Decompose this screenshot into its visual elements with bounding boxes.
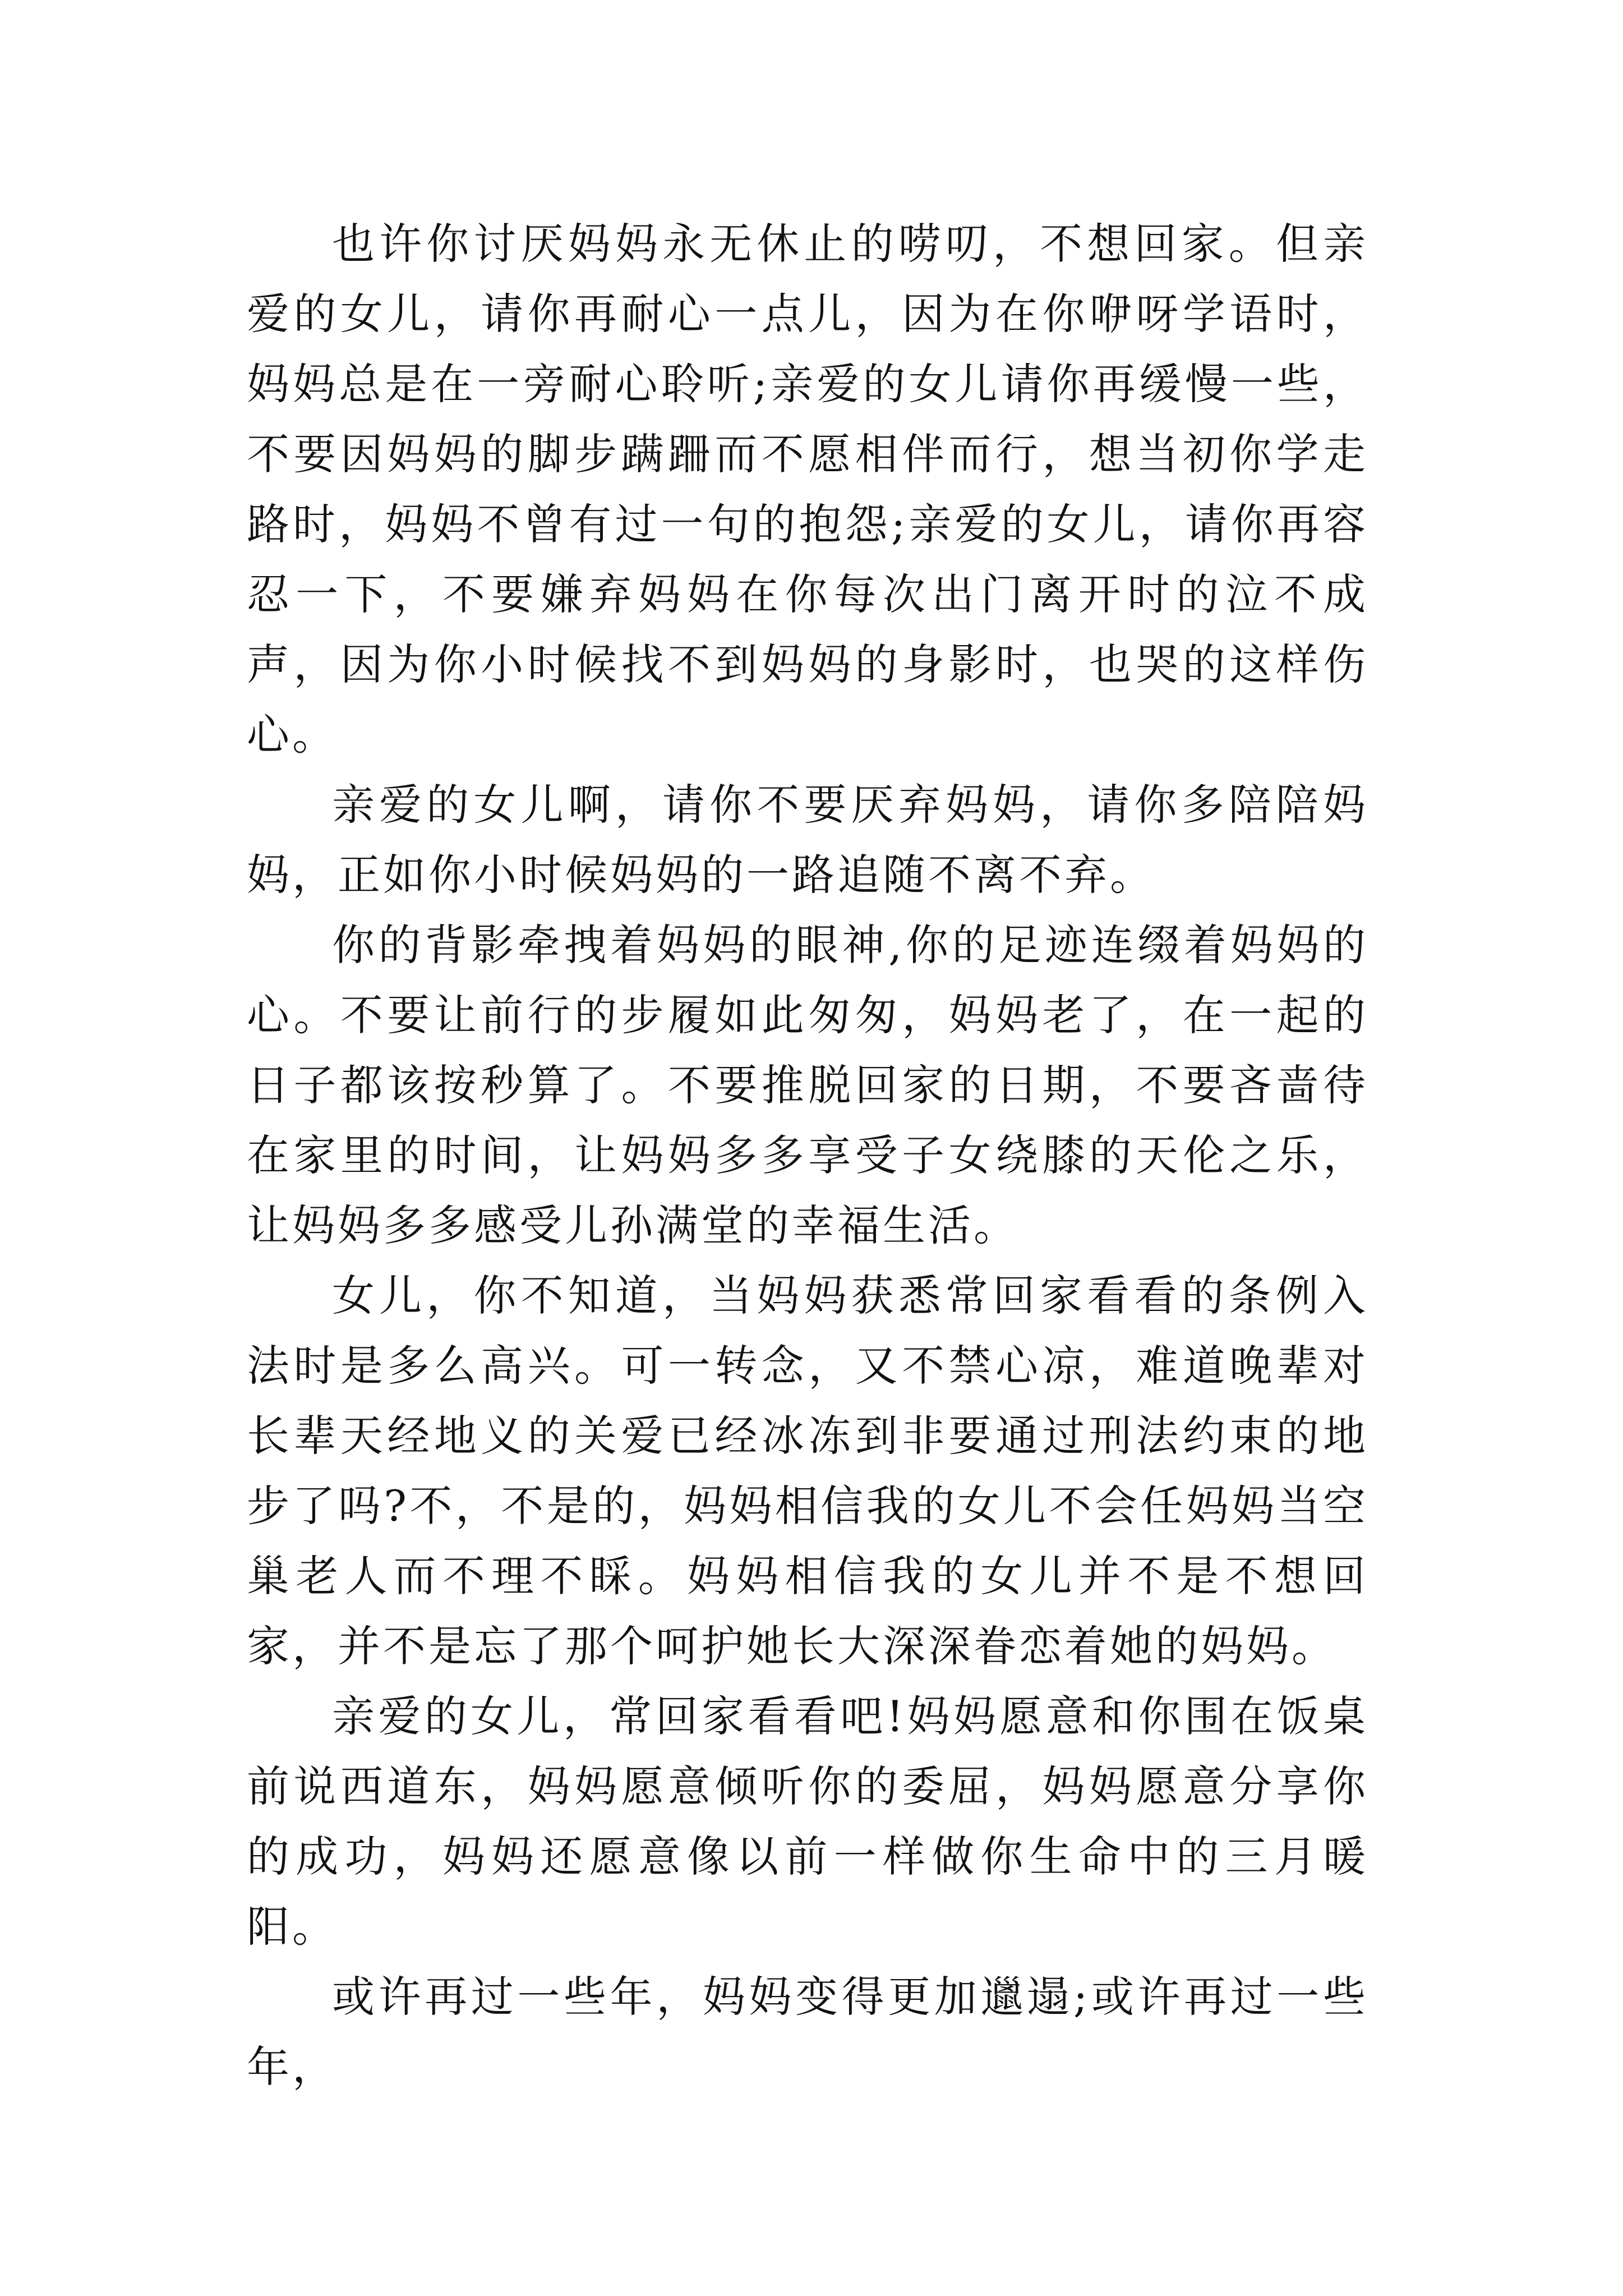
paragraph-4: 女儿，你不知道，当妈妈获悉常回家看看的条例入法时是多么高兴。可一转念，又不禁心凉，难道晚辈对长辈天经地义的关爱已经冰冻到非要通过刑法约束的地步了吗?不，不是的，妈妈相信我的女儿不会任妈妈当空巢老人而不理不睬。妈妈相信我的女儿并不是不想回家，并不是忘了那个呵护她长大深深眷恋着她的妈妈。	[247, 1271, 1368, 1671]
paragraph-3: 你的背影牵拽着妈妈的眼神,你的足迹连缀着妈妈的心。不要让前行的步履如此匆匆，妈妈老了，在一起的日子都该按秒算了。不要推脱回家的日期，不要吝啬待在家里的时间，让妈妈多多享受子女绕膝的天伦之乐，让妈妈多多感受儿孙满堂的幸福生活。	[247, 920, 1368, 1250]
paragraph-6: 或许再过一些年，妈妈变得更加邋遢;或许再过一些年，	[247, 1972, 1368, 2092]
paragraph-2: 亲爱的女儿啊，请你不要厌弃妈妈，请你多陪陪妈妈，正如你小时候妈妈的一路追随不离不弃。	[247, 780, 1368, 900]
paragraph-5: 亲爱的女儿，常回家看看吧!妈妈愿意和你围在饭桌前说西道东，妈妈愿意倾听你的委屈，妈妈愿意分享你的成功，妈妈还愿意像以前一样做你生命中的三月暖阳。	[247, 1691, 1368, 1952]
paragraph-1: 也许你讨厌妈妈永无休止的唠叨，不想回家。但亲爱的女儿，请你再耐心一点儿，因为在你咿呀学语时，妈妈总是在一旁耐心聆听;亲爱的女儿请你再缓慢一些，不要因妈妈的脚步蹒跚而不愿相伴而行，想当初你学走路时，妈妈不曾有过一句的抱怨;亲爱的女儿，请你再容忍一下，不要嫌弃妈妈在你每次出门离开时的泣不成声，因为你小时候找不到妈妈的身影时，也哭的这样伤心。	[247, 219, 1368, 760]
body-text	[247, 209, 1368, 2102]
